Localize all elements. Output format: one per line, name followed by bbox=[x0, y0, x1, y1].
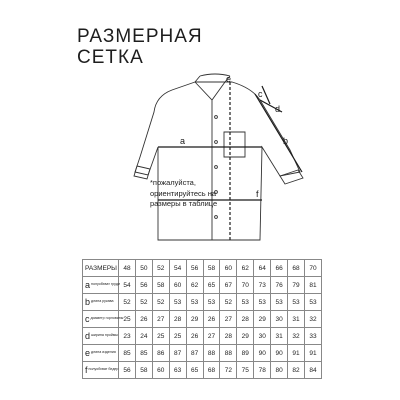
size-cell: 52 bbox=[152, 260, 169, 277]
value-cell: 56 bbox=[135, 277, 152, 294]
value-cell: 60 bbox=[169, 277, 186, 294]
value-cell: 30 bbox=[271, 311, 288, 328]
value-cell: 26 bbox=[135, 311, 152, 328]
value-cell: 53 bbox=[169, 294, 186, 311]
value-cell: 53 bbox=[203, 294, 220, 311]
value-cell: 32 bbox=[288, 328, 305, 345]
value-cell: 67 bbox=[220, 277, 237, 294]
value-cell: 58 bbox=[135, 362, 152, 379]
value-cell: 65 bbox=[186, 362, 203, 379]
row-letter: c bbox=[85, 314, 90, 324]
shirt-outline bbox=[134, 74, 303, 240]
value-cell: 33 bbox=[304, 328, 321, 345]
page-title bbox=[77, 26, 203, 68]
value-cell: 53 bbox=[186, 294, 203, 311]
size-cell: 62 bbox=[237, 260, 254, 277]
table-row bbox=[83, 277, 322, 294]
size-cell: 60 bbox=[220, 260, 237, 277]
row-letter: d bbox=[85, 331, 91, 341]
value-cell: 76 bbox=[271, 277, 288, 294]
value-cell: 52 bbox=[119, 294, 136, 311]
size-cell: 66 bbox=[271, 260, 288, 277]
value-cell: 60 bbox=[152, 362, 169, 379]
value-cell: 58 bbox=[152, 277, 169, 294]
size-cell: 64 bbox=[254, 260, 271, 277]
value-cell: 24 bbox=[135, 328, 152, 345]
value-cell: 88 bbox=[203, 345, 220, 362]
row-desc: диаметр горловины bbox=[90, 316, 124, 321]
value-cell: 81 bbox=[304, 277, 321, 294]
value-cell: 53 bbox=[304, 294, 321, 311]
table-header-row bbox=[83, 260, 322, 277]
value-cell: 29 bbox=[186, 311, 203, 328]
row-label bbox=[83, 362, 119, 379]
value-cell: 27 bbox=[152, 311, 169, 328]
row-desc: длина изделия bbox=[91, 350, 116, 355]
size-table bbox=[82, 259, 322, 379]
value-cell: 53 bbox=[237, 294, 254, 311]
value-cell: 52 bbox=[220, 294, 237, 311]
value-cell: 26 bbox=[203, 311, 220, 328]
row-letter: b bbox=[85, 297, 91, 307]
value-cell: 29 bbox=[254, 311, 271, 328]
header-label: РАЗМЕРЫ bbox=[83, 260, 119, 277]
value-cell: 87 bbox=[169, 345, 186, 362]
value-cell: 84 bbox=[304, 362, 321, 379]
value-cell: 53 bbox=[271, 294, 288, 311]
value-cell: 56 bbox=[119, 362, 136, 379]
value-cell: 31 bbox=[288, 311, 305, 328]
label-a: a bbox=[180, 136, 186, 146]
row-letter: a bbox=[85, 280, 91, 290]
value-cell: 70 bbox=[237, 277, 254, 294]
size-cell: 70 bbox=[304, 260, 321, 277]
value-cell: 91 bbox=[288, 345, 305, 362]
table-row bbox=[83, 328, 322, 345]
row-label bbox=[83, 311, 124, 328]
row-letter: f bbox=[85, 365, 88, 375]
title-line-2: СЕТКА bbox=[77, 47, 144, 68]
row-desc: полуобхват бедер bbox=[88, 367, 119, 372]
value-cell: 62 bbox=[186, 277, 203, 294]
value-cell: 89 bbox=[237, 345, 254, 362]
value-cell: 87 bbox=[186, 345, 203, 362]
value-cell: 65 bbox=[203, 277, 220, 294]
value-cell: 30 bbox=[254, 328, 271, 345]
row-desc: ширина проймы bbox=[91, 333, 118, 338]
size-cell: 56 bbox=[186, 260, 203, 277]
size-note: *пожалуйста, ориентируйтесь на размеры в таблице bbox=[150, 178, 218, 208]
value-cell: 90 bbox=[254, 345, 271, 362]
value-cell: 53 bbox=[288, 294, 305, 311]
label-e: e bbox=[226, 74, 232, 84]
value-cell: 26 bbox=[186, 328, 203, 345]
label-b: b bbox=[283, 136, 289, 146]
value-cell: 32 bbox=[304, 311, 321, 328]
value-cell: 85 bbox=[135, 345, 152, 362]
value-cell: 91 bbox=[304, 345, 321, 362]
value-cell: 54 bbox=[119, 277, 136, 294]
table-row bbox=[83, 311, 322, 328]
label-c: c bbox=[258, 89, 263, 99]
size-cell: 48 bbox=[119, 260, 136, 277]
row-label bbox=[83, 345, 119, 362]
value-cell: 28 bbox=[237, 311, 254, 328]
row-label bbox=[83, 328, 119, 345]
value-cell: 73 bbox=[254, 277, 271, 294]
size-cell: 58 bbox=[203, 260, 220, 277]
value-cell: 52 bbox=[152, 294, 169, 311]
row-desc: длина рукава bbox=[91, 299, 114, 304]
value-cell: 85 bbox=[119, 345, 136, 362]
value-cell: 27 bbox=[220, 311, 237, 328]
row-label bbox=[83, 294, 119, 311]
label-d: d bbox=[275, 104, 281, 114]
row-label bbox=[83, 277, 119, 294]
row-letter: e bbox=[85, 348, 91, 358]
value-cell: 53 bbox=[254, 294, 271, 311]
value-cell: 72 bbox=[220, 362, 237, 379]
value-cell: 86 bbox=[152, 345, 169, 362]
value-cell: 68 bbox=[203, 362, 220, 379]
size-cell: 50 bbox=[135, 260, 152, 277]
measure-lines bbox=[158, 82, 302, 240]
shirt-diagram bbox=[120, 72, 335, 257]
value-cell: 52 bbox=[135, 294, 152, 311]
value-cell: 31 bbox=[271, 328, 288, 345]
value-cell: 28 bbox=[220, 328, 237, 345]
value-cell: 79 bbox=[288, 277, 305, 294]
value-cell: 88 bbox=[220, 345, 237, 362]
size-cell: 54 bbox=[169, 260, 186, 277]
value-cell: 28 bbox=[169, 311, 186, 328]
value-cell: 63 bbox=[169, 362, 186, 379]
value-cell: 27 bbox=[203, 328, 220, 345]
value-cell: 25 bbox=[169, 328, 186, 345]
value-cell: 80 bbox=[271, 362, 288, 379]
value-cell: 90 bbox=[271, 345, 288, 362]
table-row bbox=[83, 362, 322, 379]
value-cell: 25 bbox=[119, 311, 136, 328]
title-line-1: РАЗМЕРНАЯ bbox=[77, 26, 203, 47]
value-cell: 82 bbox=[288, 362, 305, 379]
value-cell: 23 bbox=[119, 328, 136, 345]
row-desc: полуобхват груди bbox=[91, 282, 120, 287]
table-row bbox=[83, 294, 322, 311]
size-cell: 68 bbox=[288, 260, 305, 277]
label-f: f bbox=[256, 189, 259, 199]
value-cell: 25 bbox=[152, 328, 169, 345]
table-row bbox=[83, 345, 322, 362]
value-cell: 75 bbox=[237, 362, 254, 379]
value-cell: 29 bbox=[237, 328, 254, 345]
value-cell: 78 bbox=[254, 362, 271, 379]
